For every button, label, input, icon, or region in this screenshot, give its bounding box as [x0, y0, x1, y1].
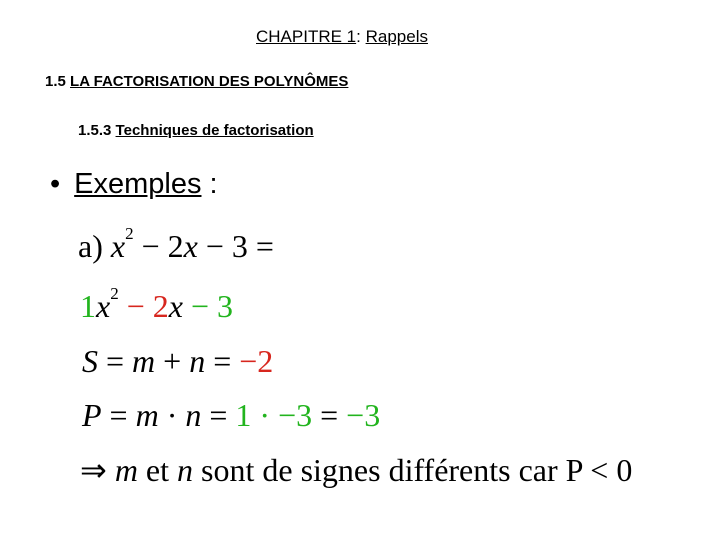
sum-value: −2: [239, 343, 274, 379]
var-s: S: [82, 343, 98, 379]
product-expression: 1 · −3: [235, 397, 313, 433]
var-m: m: [135, 397, 159, 433]
section-title: LA FACTORISATION DES POLYNÔMES: [70, 73, 349, 90]
equals-sign-2: =: [201, 397, 236, 433]
term-minus-2: − 2: [141, 228, 184, 264]
subsection-heading: [78, 122, 314, 139]
math-line-sum: [82, 343, 273, 380]
dot-operator: ·: [158, 397, 186, 433]
exponent: 2: [110, 284, 119, 304]
plus-sign: +: [155, 343, 190, 379]
examples-label: Exemples: [74, 168, 202, 200]
var-x: x: [110, 228, 126, 264]
chapter-name: Rappels: [365, 27, 428, 46]
examples-colon: :: [201, 168, 218, 200]
examples-bullet: [50, 168, 218, 201]
subsection-title: Techniques de factorisation: [115, 122, 314, 139]
exponent: 2: [125, 224, 134, 244]
chapter-separator: :: [356, 27, 366, 46]
var-x: x: [96, 288, 111, 324]
math-line-conclusion: [80, 451, 632, 489]
equals-sign-2: =: [205, 343, 240, 379]
section-heading: [45, 73, 348, 90]
chapter-title: [256, 27, 428, 47]
var-m: m: [132, 343, 156, 379]
chapter-label: CHAPITRE 1: [256, 27, 357, 46]
var-x-2: x: [183, 228, 198, 264]
var-x-2: x: [168, 288, 183, 324]
term-minus-3: − 3: [190, 288, 233, 324]
var-m: m: [114, 452, 138, 488]
var-n: n: [189, 343, 206, 379]
term-minus-3-equals: − 3 =: [205, 228, 274, 264]
section-number: 1.5: [45, 73, 66, 90]
coef-minus-2: − 2: [126, 288, 169, 324]
var-n: n: [185, 397, 202, 433]
coef-1: 1: [80, 288, 96, 324]
math-line-polynomial: [80, 284, 233, 325]
subsection-number: 1.5.3: [78, 122, 112, 139]
bullet-icon: •: [50, 168, 61, 200]
word-et: et: [145, 452, 170, 488]
equals-sign-3: =: [312, 397, 347, 433]
conclusion-text: sont de signes différents car P < 0: [201, 452, 633, 488]
var-n: n: [177, 452, 194, 488]
equals-sign: =: [101, 397, 136, 433]
math-line-product: [82, 397, 380, 434]
equals-sign: =: [98, 343, 133, 379]
math-line-a: [78, 224, 274, 265]
implies-arrow-icon: ⇒: [80, 452, 107, 488]
example-label: a): [78, 228, 103, 264]
var-p: P: [82, 397, 102, 433]
product-value: −3: [346, 397, 381, 433]
